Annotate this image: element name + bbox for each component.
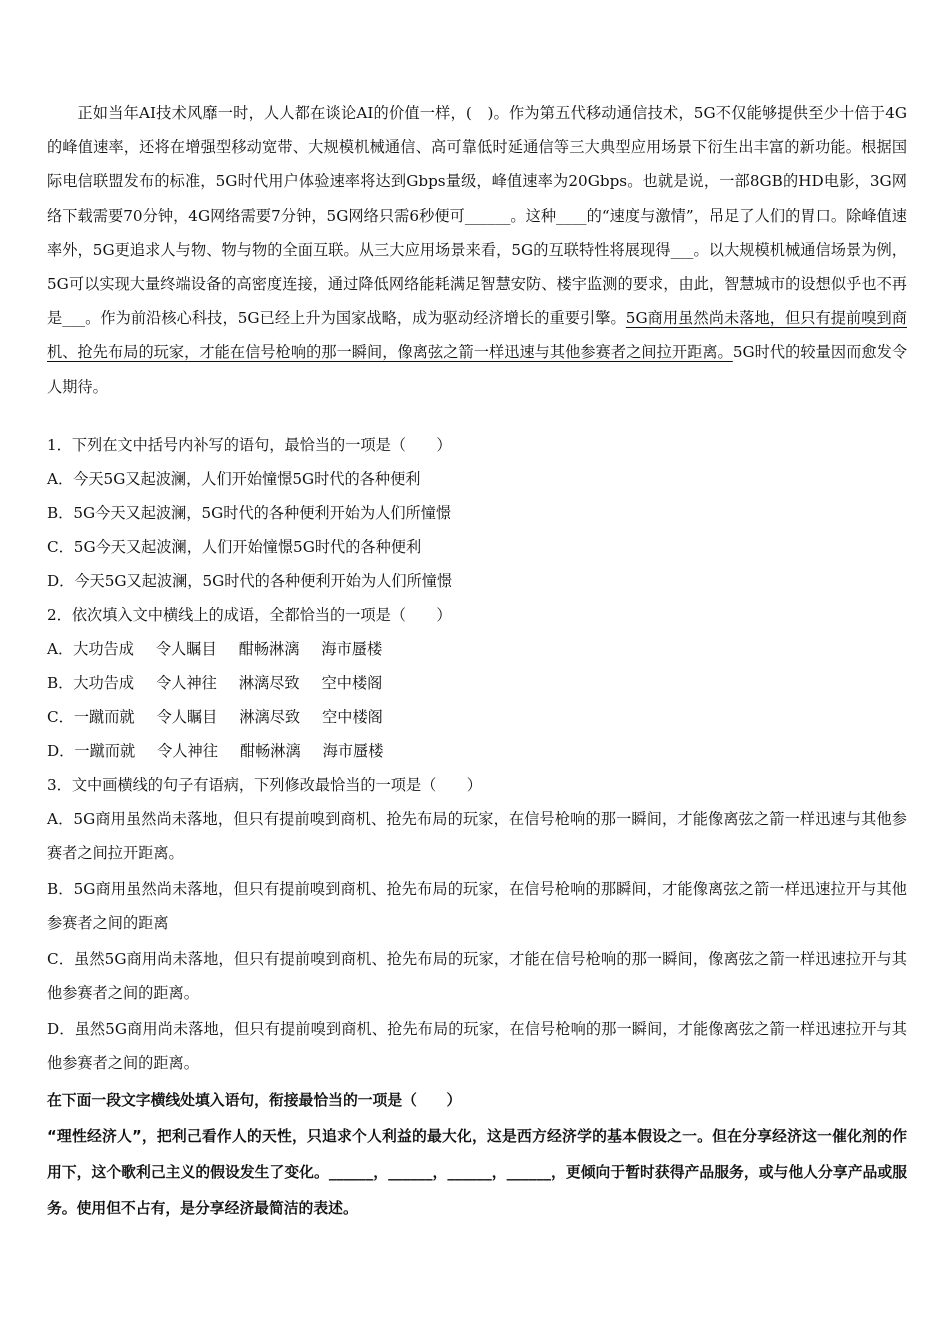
idiom: 空中楼阁 xyxy=(322,708,383,726)
passage-underlined-sentence: 5G商用虽然尚未落地，但只有提前嗅到商机、抢先布局的玩家，才能在信号枪响的那一瞬间，像离弦之箭一样迅速与其他参赛者之间拉开距离。 xyxy=(47,309,907,362)
option-letter: D． xyxy=(47,742,75,760)
idiom: 大功告成 xyxy=(73,674,135,692)
option-letter: A． xyxy=(47,640,74,658)
q3-option-d: D．虽然5G商用尚未落地，但只有提前嗅到商机、抢先布局的玩家，在信号枪响的那一瞬间，才能像离弦之箭一样迅速拉开与其他参赛者之间的距离。 xyxy=(47,1020,907,1073)
q3-option-b: B．5G商用虽然尚未落地，但只有提前嗅到商机、抢先布局的玩家，在信号枪响的那瞬间，才能像离弦之箭一样迅速拉开与其他参赛者之间的距离 xyxy=(47,880,907,933)
idiom: 海市蜃楼 xyxy=(321,640,383,658)
idiom: 令人瞩目 xyxy=(156,708,218,726)
q2-stem: 2．依次填入文中横线上的成语，全都恰当的一项是（ ） xyxy=(47,606,452,624)
q1-option-a: A．今天5G又起波澜，人们开始憧憬5G时代的各种便利 xyxy=(47,470,421,488)
idiom: 一蹴而就 xyxy=(73,708,135,726)
q2-option-a xyxy=(47,632,907,666)
idiom: 酣畅淋漓 xyxy=(239,742,301,760)
idiom: 海市蜃楼 xyxy=(322,742,384,760)
idiom: 令人神往 xyxy=(157,742,218,760)
idiom: 大功告成 xyxy=(73,640,134,658)
option-letter: B． xyxy=(47,674,74,692)
q1-stem: 1．下列在文中括号内补写的语句，最恰当的一项是（ ） xyxy=(47,436,452,454)
q3-option-c: C．虽然5G商用尚未落地，但只有提前嗅到商机、抢先布局的玩家，才能在信号枪响的那一瞬间，像离弦之箭一样迅速拉开与其他参赛者之间的距离。 xyxy=(47,950,907,1003)
q1-option-b: B．5G今天又起波澜，5G时代的各种便利开始为人们所憧憬 xyxy=(47,504,452,522)
q2-option-b xyxy=(47,666,907,700)
idiom: 一蹴而就 xyxy=(74,742,136,760)
q1-option-c: C．5G今天又起波澜，人们开始憧憬5G时代的各种便利 xyxy=(47,538,422,556)
idiom: 空中楼阁 xyxy=(321,674,383,692)
passage-paragraph xyxy=(47,96,907,404)
q2-option-d xyxy=(47,734,907,768)
option-letter: C． xyxy=(47,708,74,726)
passage-text-2: 5G时代的较量因而愈发令人期待。 xyxy=(47,343,908,396)
idiom: 令人瞩目 xyxy=(155,640,217,658)
idiom: 淋漓尽致 xyxy=(239,708,301,726)
q4-stem: 在下面一段文字横线处填入语句，衔接最恰当的一项是（ ） xyxy=(47,1092,462,1109)
q3-option-a: A．5G商用虽然尚未落地，但只有提前嗅到商机、抢先布局的玩家，在信号枪响的那一瞬间，才能像离弦之箭一样迅速与其他参赛者之间拉开距离。 xyxy=(47,810,907,863)
passage-text-1: 正如当年AI技术风靡一时，人人都在谈论AI的价值一样，( )。作为第五代移动通信技术，5G不仅能够提供至少十倍于4G的峰值速率，还将在增强型移动宽带、大规模机械通信、高可靠低时延通信等三大典型应用场景下衍生出丰富的新功能。根据国际电信联盟发布的标准，5G时代用户体验速率将达到Gbps量级，峰值速率为20Gbps。也就是说，一部8GB的HD电影，3G网络下载需要70分钟，4G网络需要7分钟，5G网络只需6秒便可______。这种____的“速度与激情”，吊足了人们的胃口。除峰值速率外，5G更追求人与物、物与物的全面互联。从三大应用场景来看，5G的互联特性将展现得___。以大规模机械通信场景为例，5G可以实现大量终端设备的高密度连接，通过降低网络能耗满足智慧安防、楼宇监测的要求，由此，智慧城市的设想似乎也不再是___。作为前沿核心科技，5G已经上升为国家战略，成为驱动经济增长的重要引擎。 xyxy=(47,104,907,328)
q1-option-d: D．今天5G又起波澜，5G时代的各种便利开始为人们所憧憬 xyxy=(47,572,453,590)
idiom: 酣畅淋漓 xyxy=(238,640,300,658)
q3-stem: 3．文中画横线的句子有语病，下列修改最恰当的一项是（ ） xyxy=(47,776,482,794)
idiom: 淋漓尽致 xyxy=(238,674,300,692)
q4-text: “理性经济人”，把利己看作人的天性，只追求个人利益的最大化，这是西方经济学的基本假设之一。但在分享经济这一催化剂的作用下，这个歌利己主义的假设发生了变化。______，______，______，______，更倾向于暂时获得产品服务，或与他人分享产品或服务。使用但不占有，是分享经济最简洁的表述。 xyxy=(47,1128,907,1217)
idiom: 令人神往 xyxy=(156,674,217,692)
q2-option-c xyxy=(47,700,907,734)
